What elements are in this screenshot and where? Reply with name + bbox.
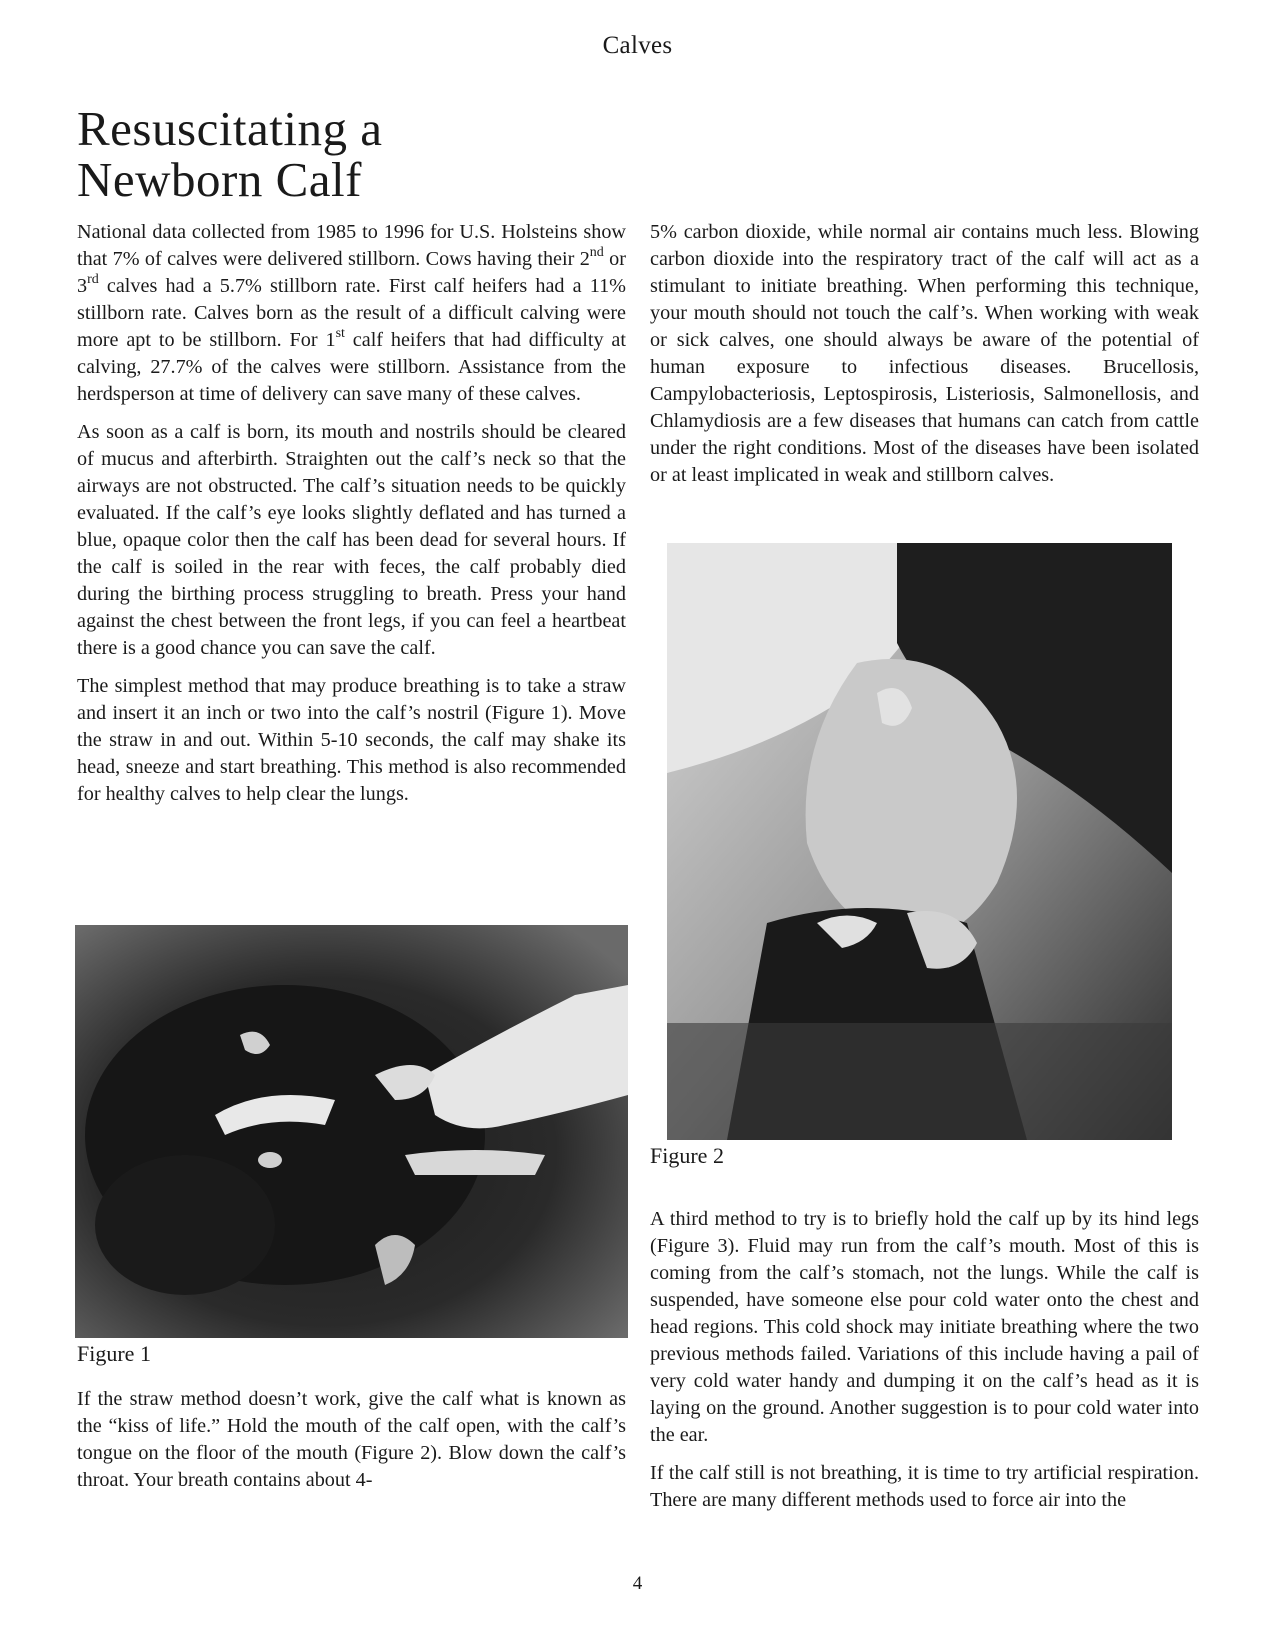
left-column-bottom <box>77 1386 626 1505</box>
figure-1-photo <box>75 925 628 1338</box>
right-column-bottom <box>650 1206 1199 1525</box>
paragraph-text: calves had a 5.7% stillborn rate. First calf heifers had a 11% stillborn rate. Calves born as the result of a difficult calving were more apt to be stillborn. For 1 <box>77 275 626 351</box>
article-title <box>77 103 383 205</box>
kiss-of-life-photo <box>667 543 1172 1140</box>
paragraph-artificial-respiration: If the calf still is not breathing, it is time to try artificial respiration. There are many different methods used to force air into the <box>650 1462 1199 1511</box>
ordinal-suffix: rd <box>87 272 99 288</box>
paragraph-text: National data collected from 1985 to 1996 for U.S. Holsteins show that 7% of calves were delivered stillborn. Cows having their 2 <box>77 221 626 270</box>
figure-2-caption: Figure 2 <box>650 1143 724 1168</box>
running-header: Calves <box>602 32 673 59</box>
article-title-line-1: Resuscitating a <box>77 101 383 156</box>
article-title-line-2: Newborn Calf <box>77 152 362 207</box>
figure-2-photo <box>667 543 1172 1140</box>
paragraph-straw-method: The simplest method that may produce breathing is to take a straw and insert it an inch or two into the calf’s nostril (Figure 1). Move the straw in and out. Within 5-10 seconds, the calf may shake its head, sneeze and start breathing. This method is also recommended for healthy calves to help clear the lungs. <box>77 675 626 805</box>
figure-1-caption: Figure 1 <box>77 1341 151 1366</box>
calf-straw-photo <box>75 925 628 1338</box>
paragraph-text: calf heifers that had difficulty at calving, 27.7% of the calves were stillborn. Assistance from the herdsperson at time of delivery can save many of these calves. <box>77 329 626 405</box>
paragraph-hind-legs: A third method to try is to briefly hold the calf up by its hind legs (Figure 3). Fluid may run from the calf’s mouth. Most of this is coming from the calf’s stomach, not the lungs. While the calf is suspended, have someone else pour cold water onto the chest and head regions. This cold shock may initiate breathing where the two previous methods failed. Variations of this include having a pail of very cold water handy and dumping it on the calf’s head as it is laying on the ground. Another suggestion is to pour cold water into the ear. <box>650 1208 1199 1446</box>
left-column-top <box>77 219 626 819</box>
page-number: 4 <box>632 1573 643 1594</box>
ordinal-suffix: st <box>335 326 345 342</box>
right-column-top <box>650 219 1199 500</box>
paragraph-evaluation: As soon as a calf is born, its mouth and nostrils should be cleared of mucus and afterbirth. Straighten out the calf’s neck so that the airways are not obstructed. The calf’s situation needs to be quickly evaluated. If the calf’s eye looks slightly deflated and has turned a blue, opaque color then the calf has been dead for several hours. If the calf is soiled in the rear with feces, the calf probably died during the birthing process struggling to breath. Press your hand against the chest between the front legs, if you can feel a heartbeat there is a good chance you can save the calf. <box>77 421 626 659</box>
paragraph-stillborn-data <box>77 219 626 408</box>
paragraph-text: or 3 <box>77 248 626 297</box>
paragraph-kiss-of-life: If the straw method doesn’t work, give the calf what is known as the “kiss of life.” Hold the mouth of the calf open, with the calf’s tongue on the floor of the mouth (Figure 2). Blow down the calf’s throat. Your breath contains about 4- <box>77 1388 626 1491</box>
ordinal-suffix: nd <box>589 245 604 261</box>
paragraph-carbon-dioxide: 5% carbon dioxide, while normal air contains much less. Blowing carbon dioxide into the respiratory tract of the calf will act as a stimulant to initiate breathing. When performing this technique, your mouth should not touch the calf’s. When working with weak or sick calves, one should always be aware of the potential of human exposure to infectious diseases. Brucellosis, Campylobacteriosis, Leptospirosis, Listeriosis, Salmonellosis, and Chlamydiosis are a few diseases that humans can catch from cattle under the right conditions. Most of the diseases have been isolated or at least implicated in weak and stillborn calves. <box>650 221 1199 486</box>
